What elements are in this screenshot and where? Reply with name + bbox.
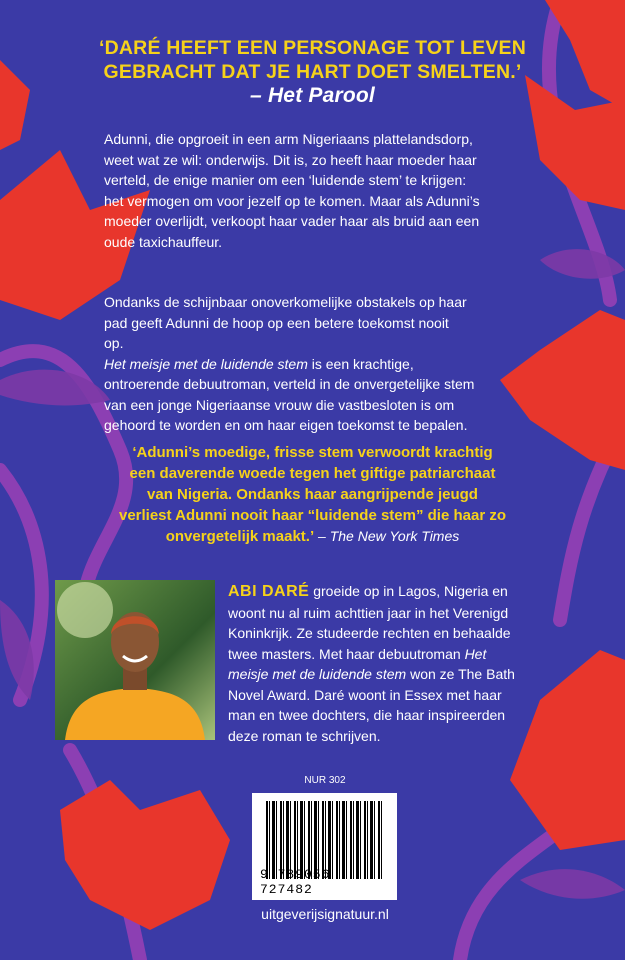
nur-code: NUR 302 bbox=[304, 775, 346, 786]
text-line: deze roman te schrijven. bbox=[228, 727, 381, 744]
quote-line: van Nigeria. Ondanks haar aangrijpende jeugd bbox=[147, 486, 478, 503]
leaf bbox=[0, 370, 110, 406]
text-line: man en twee dochters, die haar inspireerden bbox=[228, 707, 506, 723]
synopsis-paragraph-1 bbox=[104, 129, 604, 252]
flower bbox=[60, 780, 230, 930]
text-line: woont nu al ruim achttien jaar in het Verenigd bbox=[228, 604, 509, 621]
text-line: ontroerende debuutroman, verteld in de onvergetelijke stem bbox=[104, 376, 475, 392]
text: is een krachtige, bbox=[307, 355, 414, 372]
text-line: moeder overlijdt, verkoopt haar vader haar als bruid aan een bbox=[104, 213, 480, 229]
text-line: gehoord te worden en om haar eigen toekomst te bepalen. bbox=[104, 417, 468, 433]
book-title: Het meisje met de luidende stem bbox=[104, 355, 308, 372]
text-line: Ondanks de schijnbaar onoverkomelijke obstakels op haar bbox=[104, 294, 467, 310]
author-photo bbox=[55, 580, 215, 740]
text-line: Adunni, die opgroeit in een arm Nigeriaans plattelandsdorp, bbox=[104, 131, 473, 147]
text-line: pad geeft Adunni de hoop op een betere toekomst nooit bbox=[104, 314, 449, 331]
text-line: het vermogen om voor jezelf op te komen. Maar als Adunni’s bbox=[104, 192, 480, 209]
text: groeide op in Lagos, Nigeria en bbox=[309, 583, 508, 599]
text-line: Novel Award. Daré woont in Essex met haar bbox=[228, 686, 502, 703]
text-line: op. bbox=[104, 335, 124, 351]
quote-source: – The New York Times bbox=[314, 528, 460, 544]
isbn-number: 9 789056 727482 bbox=[260, 867, 331, 897]
text-line: verteld, de enige manier om een ‘luidende stem’ te krijgen: bbox=[104, 172, 467, 188]
top-review-quote bbox=[40, 36, 585, 108]
publisher-url: uitgeverijsignatuur.nl bbox=[261, 906, 389, 922]
stem bbox=[460, 830, 560, 960]
text: won ze The Bath bbox=[406, 666, 515, 682]
synopsis-paragraph-2 bbox=[104, 292, 604, 436]
text-line: oude taxichauffeur. bbox=[104, 233, 223, 250]
quote-source: – Het Parool bbox=[250, 84, 375, 107]
quote-line: onvergetelijk maakt.’ bbox=[165, 528, 315, 545]
quote-line: ‘DARÉ HEEFT EEN PERSONAGE TOT LEVEN bbox=[98, 37, 527, 59]
leaf bbox=[540, 249, 625, 279]
author-name: ABI DARÉ bbox=[228, 583, 310, 600]
quote-line: GEBRACHT DAT JE HART DOET SMELTEN.’ bbox=[103, 61, 522, 83]
text-line: Koninkrijk. Ze studeerde rechten en behaalde bbox=[228, 625, 511, 641]
quote-line: een daverende woede tegen het giftige patriarchaat bbox=[129, 465, 496, 482]
quote-line: ‘Adunni’s moedige, frisse stem verwoordt krachtig bbox=[132, 444, 493, 461]
leaf bbox=[0, 600, 34, 700]
leaf bbox=[520, 869, 625, 899]
book-title: meisje met de luidende stem bbox=[228, 666, 407, 682]
flower bbox=[0, 60, 30, 150]
isbn-barcode bbox=[252, 793, 397, 900]
text: twee masters. Met haar debuutroman bbox=[228, 645, 461, 662]
nyt-review-quote bbox=[40, 442, 585, 547]
quote-line: verliest Adunni nooit haar “luidende stem” die haar zo bbox=[118, 507, 506, 524]
text-line: weet wat ze wil: onderwijs. Dit is, zo heeft haar moeder haar bbox=[104, 151, 477, 168]
author-bio bbox=[228, 581, 598, 746]
text-line: van een jonge Nigeriaanse vrouw die vastbesloten is om bbox=[104, 396, 455, 413]
book-title: Het bbox=[464, 645, 487, 662]
